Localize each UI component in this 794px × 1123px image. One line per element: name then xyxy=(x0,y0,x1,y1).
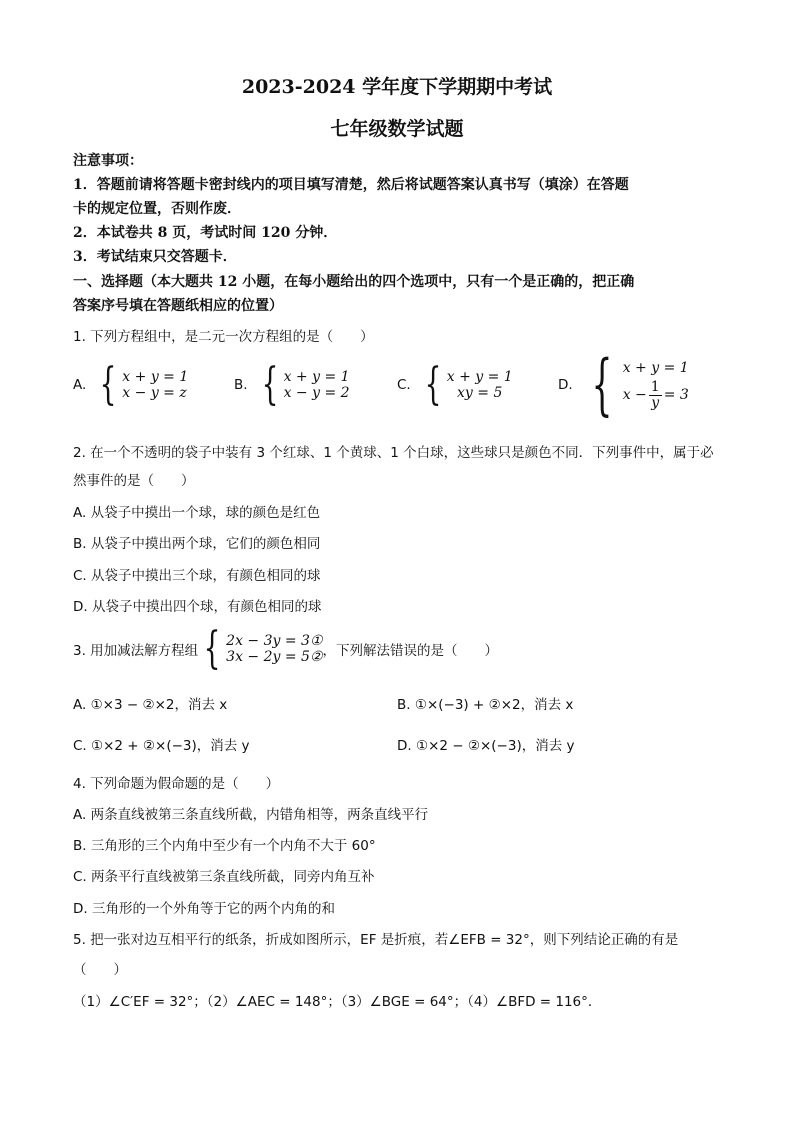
q1-option-d-eq2 xyxy=(623,380,689,411)
q1-option-b-eq2: x − y = 2 xyxy=(283,385,350,401)
q5-stem-b: （ ） xyxy=(73,962,127,978)
q3-eq1: 2x − 3y = 3① xyxy=(226,633,323,649)
q3-option-d: D. ①×2 − ②×(−3)，消去 y xyxy=(397,738,575,754)
section1-heading-b: 答案序号填在答题纸相应的位置） xyxy=(73,298,283,314)
q1-stem: 1. 下列方程组中，是二元一次方程组的是（ ） xyxy=(73,329,374,345)
q1-option-b-eq1: x + y = 1 xyxy=(283,369,350,385)
q1-option-c-eq1: x + y = 1 xyxy=(446,369,513,385)
brace-glyph: { xyxy=(591,346,613,423)
q3-system xyxy=(226,633,322,665)
q3-eq2: 3x − 2y = 5② xyxy=(226,649,323,665)
q1-option-a-label: A. xyxy=(73,377,87,393)
q4-option-d: D. 三角形的一个外角等于它的两个内角的和 xyxy=(73,901,335,917)
q1-option-d-eq1: x + y = 1 xyxy=(622,359,689,376)
q1-option-c-eq2: xy = 5 xyxy=(457,385,503,401)
brace-glyph: { xyxy=(203,623,221,674)
fraction-numerator: 1 xyxy=(650,378,660,395)
q3-option-c: C. ①×2 + ②×(−3)，消去 y xyxy=(73,738,250,754)
q1-option-c-label: C. xyxy=(397,377,411,393)
exam-subtitle: 七年级数学试题 xyxy=(330,118,464,140)
q2-option-b: B. 从袋子中摸出两个球，它们的颜色相同 xyxy=(73,536,321,552)
q4-option-c: C. 两条平行直线被第三条直线所截，同旁内角互补 xyxy=(73,869,375,885)
q1-option-b-label: B. xyxy=(234,377,248,393)
q5-conclusions: （1）∠C′EF = 32°；（2）∠AEC = 148°；（3）∠BGE = 64°；（4）∠BFD = 116°． xyxy=(73,994,602,1010)
brace-glyph: { xyxy=(424,359,442,410)
q1-option-d-label: D. xyxy=(558,377,573,393)
q3-stem xyxy=(73,623,499,674)
q2-option-c: C. 从袋子中摸出三个球，有颜色相同的球 xyxy=(73,568,321,584)
q2-stem-a: 2. 在一个不透明的袋子中装有 3 个红球、1 个黄球、1 个白球，这些球只是颜色不同．下列事件中，属于必 xyxy=(73,445,714,461)
q4-stem: 4. 下列命题为假命题的是（ ） xyxy=(73,776,280,792)
notes-item-1b: 卡的规定位置，否则作废． xyxy=(73,201,241,217)
q2-stem-b: 然事件的是（ ） xyxy=(73,473,195,489)
q1-option-a-system xyxy=(122,369,188,401)
q1-option-b-system xyxy=(284,369,350,401)
q3-stem-post: ，下列解法错误的是（ ） xyxy=(322,643,499,659)
fraction xyxy=(649,380,662,411)
q1-option-d-eq2-right: = 3 xyxy=(663,387,689,403)
q2-option-d: D. 从袋子中摸出四个球，有颜色相同的球 xyxy=(73,599,322,615)
brace-glyph: { xyxy=(261,359,278,410)
q1-option-d-system xyxy=(623,360,689,411)
fraction-denominator: y xyxy=(651,394,660,411)
q1-option-c-system xyxy=(447,369,513,401)
q1-option-d-eq2-left: x − xyxy=(622,387,647,403)
q1-option-d xyxy=(558,346,689,423)
q3-option-a: A. ①×3 − ②×2，消去 x xyxy=(73,697,228,713)
q1-option-a xyxy=(73,359,189,410)
section1-heading-a: 一、选择题（本大题共 12 小题，在每小题给出的四个选项中，只有一个是正确的，把正确 xyxy=(73,274,635,290)
q4-option-a: A. 两条直线被第三条直线所截，内错角相等，两条直线平行 xyxy=(73,807,429,823)
q1-option-a-eq2: x − y = z xyxy=(122,385,187,401)
notes-item-2: 2．本试卷共 8 页，考试时间 120 分钟． xyxy=(73,225,338,241)
q3-option-b: B. ①×(−3) + ②×2，消去 x xyxy=(397,697,574,713)
notes-heading: 注意事项： xyxy=(73,153,143,169)
notes-item-3: 3．考试结束只交答题卡． xyxy=(73,249,237,265)
q5-stem-a: 5. 把一张对边互相平行的纸条，折成如图所示，EF 是折痕，若∠EFB = 32°，则下列结论正确的有是 xyxy=(73,932,679,948)
q2-option-a: A. 从袋子中摸出一个球，球的颜色是红色 xyxy=(73,505,321,521)
q3-stem-pre: 3. 用加减法解方程组 xyxy=(73,643,199,659)
q1-option-a-eq1: x + y = 1 xyxy=(122,369,189,385)
exam-title: 2023-2024 学年度下学期期中考试 xyxy=(241,76,553,98)
notes-item-1a: 1．答题前请将答题卡密封线内的项目填写清楚，然后将试题答案认真书写（填涂）在答题 xyxy=(73,177,629,193)
brace-glyph: { xyxy=(99,359,117,410)
q4-option-b: B. 三角形的三个内角中至少有一个内角不大于 60° xyxy=(73,838,376,854)
q1-option-c xyxy=(397,359,513,410)
q1-option-b xyxy=(234,359,350,410)
